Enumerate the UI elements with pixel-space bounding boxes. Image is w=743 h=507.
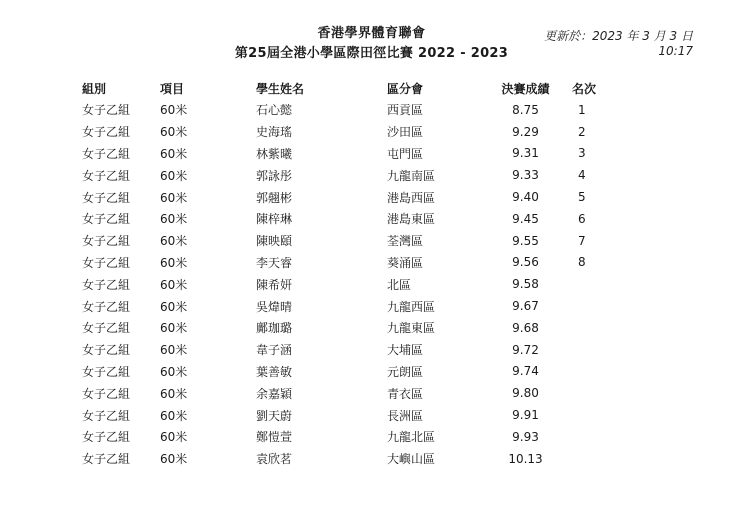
cell-event: 60米 xyxy=(160,386,188,401)
cell-event: 60米 xyxy=(160,255,188,270)
cell-event: 60米 xyxy=(160,408,188,423)
cell-student-name: 陳映頤 xyxy=(256,234,293,249)
table-row xyxy=(78,273,618,295)
cell-result: 9.29 xyxy=(512,124,539,139)
cell-rank xyxy=(572,317,618,339)
cell-student-name: 鄺珈璐 xyxy=(256,321,293,336)
cell-result: 9.55 xyxy=(512,233,539,248)
competition-title: 第25屆全港小學區際田徑比賽 2022 - 2023 xyxy=(234,46,509,61)
column-header-result: 決賽成績 xyxy=(501,82,550,96)
cell-group: 女子乙組 xyxy=(82,452,131,467)
cell-group: 女子乙組 xyxy=(82,343,131,358)
cell-district: 葵涌區 xyxy=(387,255,424,270)
cell-student-name: 余嘉穎 xyxy=(256,386,293,401)
cell-student-name: 袁欣茗 xyxy=(256,452,293,467)
cell-rank: 8 xyxy=(578,255,586,270)
cell-result: 9.45 xyxy=(512,211,539,226)
cell-district: 荃灣區 xyxy=(387,234,424,249)
cell-result: 9.40 xyxy=(512,190,539,205)
cell-group: 女子乙組 xyxy=(82,321,131,336)
cell-student-name: 郭翹彬 xyxy=(256,190,293,205)
cell-group: 女子乙組 xyxy=(82,234,131,249)
column-header-group: 組別 xyxy=(82,82,107,96)
table-row xyxy=(78,404,618,426)
cell-result: 9.68 xyxy=(512,320,539,335)
table-row xyxy=(78,448,618,470)
cell-rank xyxy=(572,448,618,470)
cell-district: 港島東區 xyxy=(387,212,436,227)
cell-event: 60米 xyxy=(160,168,188,183)
organization-title: 香港學界體育聯會 xyxy=(317,26,426,41)
cell-district: 元朗區 xyxy=(387,364,424,379)
update-timestamp xyxy=(544,29,693,59)
cell-event: 60米 xyxy=(160,343,188,358)
cell-rank: 1 xyxy=(578,102,586,117)
cell-rank: 7 xyxy=(578,233,586,248)
cell-event: 60米 xyxy=(160,430,188,445)
cell-district: 沙田區 xyxy=(387,125,424,140)
cell-result: 9.67 xyxy=(512,299,539,314)
cell-result: 9.58 xyxy=(512,277,539,292)
cell-student-name: 史海瑤 xyxy=(256,125,293,140)
cell-group: 女子乙組 xyxy=(82,386,131,401)
cell-group: 女子乙組 xyxy=(82,277,131,292)
cell-student-name: 郭詠彤 xyxy=(256,168,293,183)
cell-event: 60米 xyxy=(160,190,188,205)
cell-result: 9.33 xyxy=(512,168,539,183)
cell-student-name: 石心懿 xyxy=(256,103,293,118)
table-row xyxy=(78,426,618,448)
cell-group: 女子乙組 xyxy=(82,364,131,379)
cell-result: 10.13 xyxy=(508,451,543,466)
column-header-name: 學生姓名 xyxy=(256,82,305,96)
update-date: 更新於：2023 年 3 月 3 日 xyxy=(544,29,693,43)
cell-group: 女子乙組 xyxy=(82,125,131,140)
table-row xyxy=(78,99,618,121)
cell-rank xyxy=(572,426,618,448)
cell-district: 青衣區 xyxy=(387,386,424,401)
cell-result: 9.56 xyxy=(512,255,539,270)
cell-rank: 5 xyxy=(578,190,586,205)
cell-student-name: 林紫曦 xyxy=(256,146,293,161)
table-row xyxy=(78,121,618,143)
cell-student-name: 李天睿 xyxy=(256,255,293,270)
cell-group: 女子乙組 xyxy=(82,408,131,423)
cell-district: 九龍東區 xyxy=(387,321,436,336)
column-header-rank: 名次 xyxy=(572,82,597,96)
cell-event: 60米 xyxy=(160,146,188,161)
cell-student-name: 鄭愷萱 xyxy=(256,430,293,445)
table-row xyxy=(78,317,618,339)
cell-student-name: 陳希妍 xyxy=(256,277,293,292)
column-header-event: 項目 xyxy=(160,82,185,96)
table-row xyxy=(78,164,618,186)
update-time: 10:17 xyxy=(658,44,693,58)
cell-event: 60米 xyxy=(160,277,188,292)
results-table-body xyxy=(78,99,618,470)
table-row xyxy=(78,208,618,230)
cell-group: 女子乙組 xyxy=(82,168,131,183)
cell-result: 9.80 xyxy=(512,386,539,401)
cell-event: 60米 xyxy=(160,299,188,314)
cell-group: 女子乙組 xyxy=(82,255,131,270)
cell-rank xyxy=(572,361,618,383)
cell-result: 8.75 xyxy=(512,102,539,117)
cell-district: 九龍西區 xyxy=(387,299,436,314)
cell-district: 屯門區 xyxy=(387,146,424,161)
cell-district: 九龍北區 xyxy=(387,430,436,445)
cell-result: 9.74 xyxy=(512,364,539,379)
cell-district: 大埔區 xyxy=(387,343,424,358)
cell-district: 港島西區 xyxy=(387,190,436,205)
cell-group: 女子乙組 xyxy=(82,299,131,314)
cell-group: 女子乙組 xyxy=(82,103,131,118)
cell-result: 9.91 xyxy=(512,408,539,423)
cell-rank xyxy=(572,404,618,426)
cell-event: 60米 xyxy=(160,125,188,140)
cell-event: 60米 xyxy=(160,364,188,379)
cell-rank xyxy=(572,382,618,404)
table-row xyxy=(78,339,618,361)
cell-student-name: 韋子涵 xyxy=(256,343,293,358)
cell-rank xyxy=(572,273,618,295)
cell-district: 九龍南區 xyxy=(387,168,436,183)
cell-student-name: 吳煒晴 xyxy=(256,299,293,314)
cell-event: 60米 xyxy=(160,234,188,249)
cell-district: 西貢區 xyxy=(387,103,424,118)
cell-student-name: 陳梓琳 xyxy=(256,212,293,227)
table-row xyxy=(78,361,618,383)
cell-group: 女子乙組 xyxy=(82,190,131,205)
cell-student-name: 葉善敏 xyxy=(256,364,293,379)
column-header-district: 區分會 xyxy=(387,82,424,96)
cell-rank: 4 xyxy=(578,168,586,183)
table-row xyxy=(78,382,618,404)
cell-student-name: 劉天蔚 xyxy=(256,408,293,423)
cell-event: 60米 xyxy=(160,321,188,336)
cell-result: 9.31 xyxy=(512,146,539,161)
results-table xyxy=(78,78,618,470)
cell-event: 60米 xyxy=(160,452,188,467)
cell-group: 女子乙組 xyxy=(82,430,131,445)
cell-group: 女子乙組 xyxy=(82,146,131,161)
cell-rank: 6 xyxy=(578,211,586,226)
cell-rank xyxy=(572,339,618,361)
cell-event: 60米 xyxy=(160,103,188,118)
cell-rank: 3 xyxy=(578,146,586,161)
table-header-row xyxy=(78,78,618,99)
cell-rank: 2 xyxy=(578,124,586,139)
table-row xyxy=(78,143,618,165)
table-row xyxy=(78,230,618,252)
cell-event: 60米 xyxy=(160,212,188,227)
cell-result: 9.72 xyxy=(512,342,539,357)
cell-group: 女子乙組 xyxy=(82,212,131,227)
cell-result: 9.93 xyxy=(512,429,539,444)
cell-district: 大嶼山區 xyxy=(387,452,436,467)
table-row xyxy=(78,186,618,208)
cell-district: 北區 xyxy=(387,277,412,292)
table-row xyxy=(78,295,618,317)
cell-rank xyxy=(572,295,618,317)
cell-district: 長洲區 xyxy=(387,408,424,423)
table-row xyxy=(78,252,618,274)
